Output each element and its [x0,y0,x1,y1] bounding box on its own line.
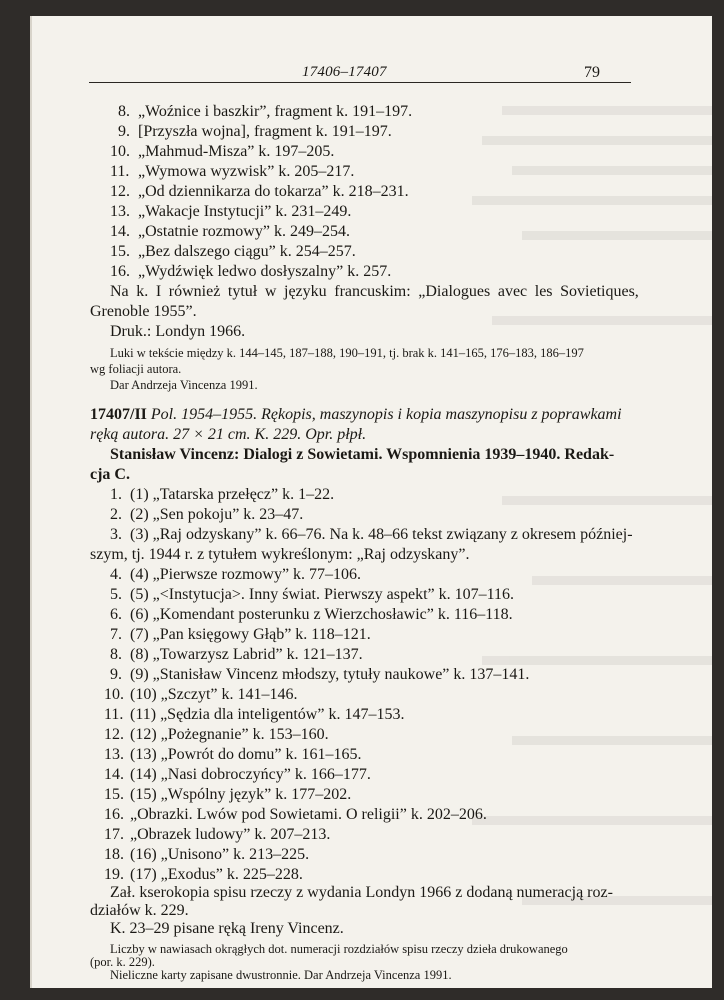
list-item-number: 16. [104,806,124,823]
list-item-number: 14. [110,223,130,240]
list-item: (9) „Stanisław Vincenz młodszy, tytuły naukowe” k. 137–141. [130,666,530,683]
list-item: „Ostatnie rozmowy” k. 249–254. [138,223,350,240]
list-item-continuation: szym, tj. 1944 r. z tytułem wykreślonym: „Raj odzyskany”. [90,546,470,563]
list-item: (10) „Szczyt” k. 141–146. [130,686,298,703]
entry-signature: 17407/II [90,406,147,423]
entry-description: ręką autora. 27 × 21 cm. K. 229. Opr. płpł. [90,426,367,443]
list-item: (4) „Pierwsze rozmowy” k. 77–106. [130,566,362,583]
list-item: (12) „Pożegnanie” k. 153–160. [130,726,329,743]
list-item-number: 12. [104,726,124,743]
list-item: (7) „Pan księgowy Głąb” k. 118–121. [130,626,371,643]
header-rule [89,82,631,83]
list-item: „Obrazki. Lwów pod Sowietami. O religii” k. 202–206. [130,806,487,823]
list-item-number: 13. [110,203,130,220]
list-item-number: 17. [104,826,124,843]
work-title: cja C. [90,466,130,483]
list-item-number: 19. [104,866,124,883]
list-item-number: 10. [110,143,130,160]
list-item: (1) „Tatarska przełęcz” k. 1–22. [130,486,335,503]
running-head: 17406–17407 [302,64,387,80]
entry-note: Na k. I również tytuł w języku francuskim: „Dialogues avec les Sovietiques, [110,283,639,300]
small-note: Dar Andrzeja Vincenza 1991. [110,378,258,392]
entry-note: Grenoble 1955”. [90,303,197,320]
list-item-number: 16. [110,263,130,280]
print-info: Druk.: Londyn 1966. [110,323,246,340]
list-item: „Mahmud-Misza” k. 197–205. [138,143,335,160]
list-item: „Wydźwięk ledwo dosłyszalny” k. 257. [138,263,392,280]
list-item-number: 5. [110,586,122,603]
small-note: Luki w tekście między k. 144–145, 187–188, 190–191, tj. brak k. 141–165, 176–183, 186–197 [110,346,584,360]
list-item: „Obrazek ludowy” k. 207–213. [130,826,331,843]
small-note: wg foliacji autora. [90,362,182,376]
list-item-number: 12. [110,183,130,200]
list-item-number: 8. [110,646,122,663]
page-number: 79 [584,64,600,81]
list-item-number: 18. [104,846,124,863]
list-item-number: 11. [110,163,130,180]
list-item: (15) „Wspólny język” k. 177–202. [130,786,352,803]
list-item: (5) „<Instytucja>. Inny świat. Pierwszy aspekt” k. 107–116. [130,586,515,603]
entry-note: K. 23–29 pisane ręką Ireny Vincenz. [110,920,344,937]
list-item: (3) „Raj odzyskany” k. 66–76. Na k. 48–66 tekst związany z okresem później- [130,526,633,543]
list-item: „Od dziennikarza do tokarza” k. 218–231. [138,183,409,200]
list-item: (16) „Unisono” k. 213–225. [130,846,310,863]
list-item: (8) „Towarzysz Labrid” k. 121–137. [130,646,363,663]
list-item-number: 9. [118,123,130,140]
list-item-number: 6. [110,606,122,623]
list-item: „Wakacje Instytucji” k. 231–249. [138,203,352,220]
list-item-number: 2. [110,506,122,523]
list-item-number: 3. [110,526,122,543]
list-item: „Bez dalszego ciągu” k. 254–257. [138,243,356,260]
list-item-number: 15. [104,786,124,803]
list-item-number: 4. [110,566,122,583]
list-item: „Wymowa wyzwisk” k. 205–217. [138,163,355,180]
list-item-number: 15. [110,243,130,260]
list-item: „Woźnice i baszkir”, fragment k. 191–197. [138,103,413,120]
small-note: Nieliczne karty zapisane dwustronnie. Dar Andrzeja Vincenza 1991. [110,968,452,982]
list-item: [Przyszła wojna], fragment k. 191–197. [138,123,392,140]
list-item: (11) „Sędzia dla inteligentów” k. 147–153. [130,706,405,723]
list-item-number: 1. [110,486,122,503]
entry-note: Zał. kserokopia spisu rzeczy z wydania Londyn 1966 z dodaną numeracją roz- [110,884,613,901]
list-item: (6) „Komendant posterunku z Wierzchosławic” k. 116–118. [130,606,513,623]
entry-header [90,406,622,424]
list-item-number: 13. [104,746,124,763]
small-note: (por. k. 229). [90,955,155,969]
list-item: (17) „Exodus” k. 225–228. [130,866,303,883]
small-note: Liczby w nawiasach okrągłych dot. numeracji rozdziałów spisu rzeczy dzieła drukowanego [110,942,568,956]
list-item: (13) „Powrót do domu” k. 161–165. [130,746,362,763]
list-item-number: 14. [104,766,124,783]
list-item: (2) „Sen pokoju” k. 23–47. [130,506,304,523]
list-item-number: 7. [110,626,122,643]
list-item-number: 10. [104,686,124,703]
book-page [30,16,712,988]
work-title: Stanisław Vincenz: Dialogi z Sowietami. Wspomnienia 1939–1940. Redak- [110,446,615,463]
entry-note: działów k. 229. [90,902,189,919]
entry-description: Pol. 1954–1955. Rękopis, maszynopis i kopia maszynopisu z poprawkami [150,406,622,423]
list-item-number: 9. [110,666,122,683]
list-item: (14) „Nasi dobroczyńcy” k. 166–177. [130,766,371,783]
list-item-number: 11. [104,706,124,723]
list-item-number: 8. [118,103,130,120]
